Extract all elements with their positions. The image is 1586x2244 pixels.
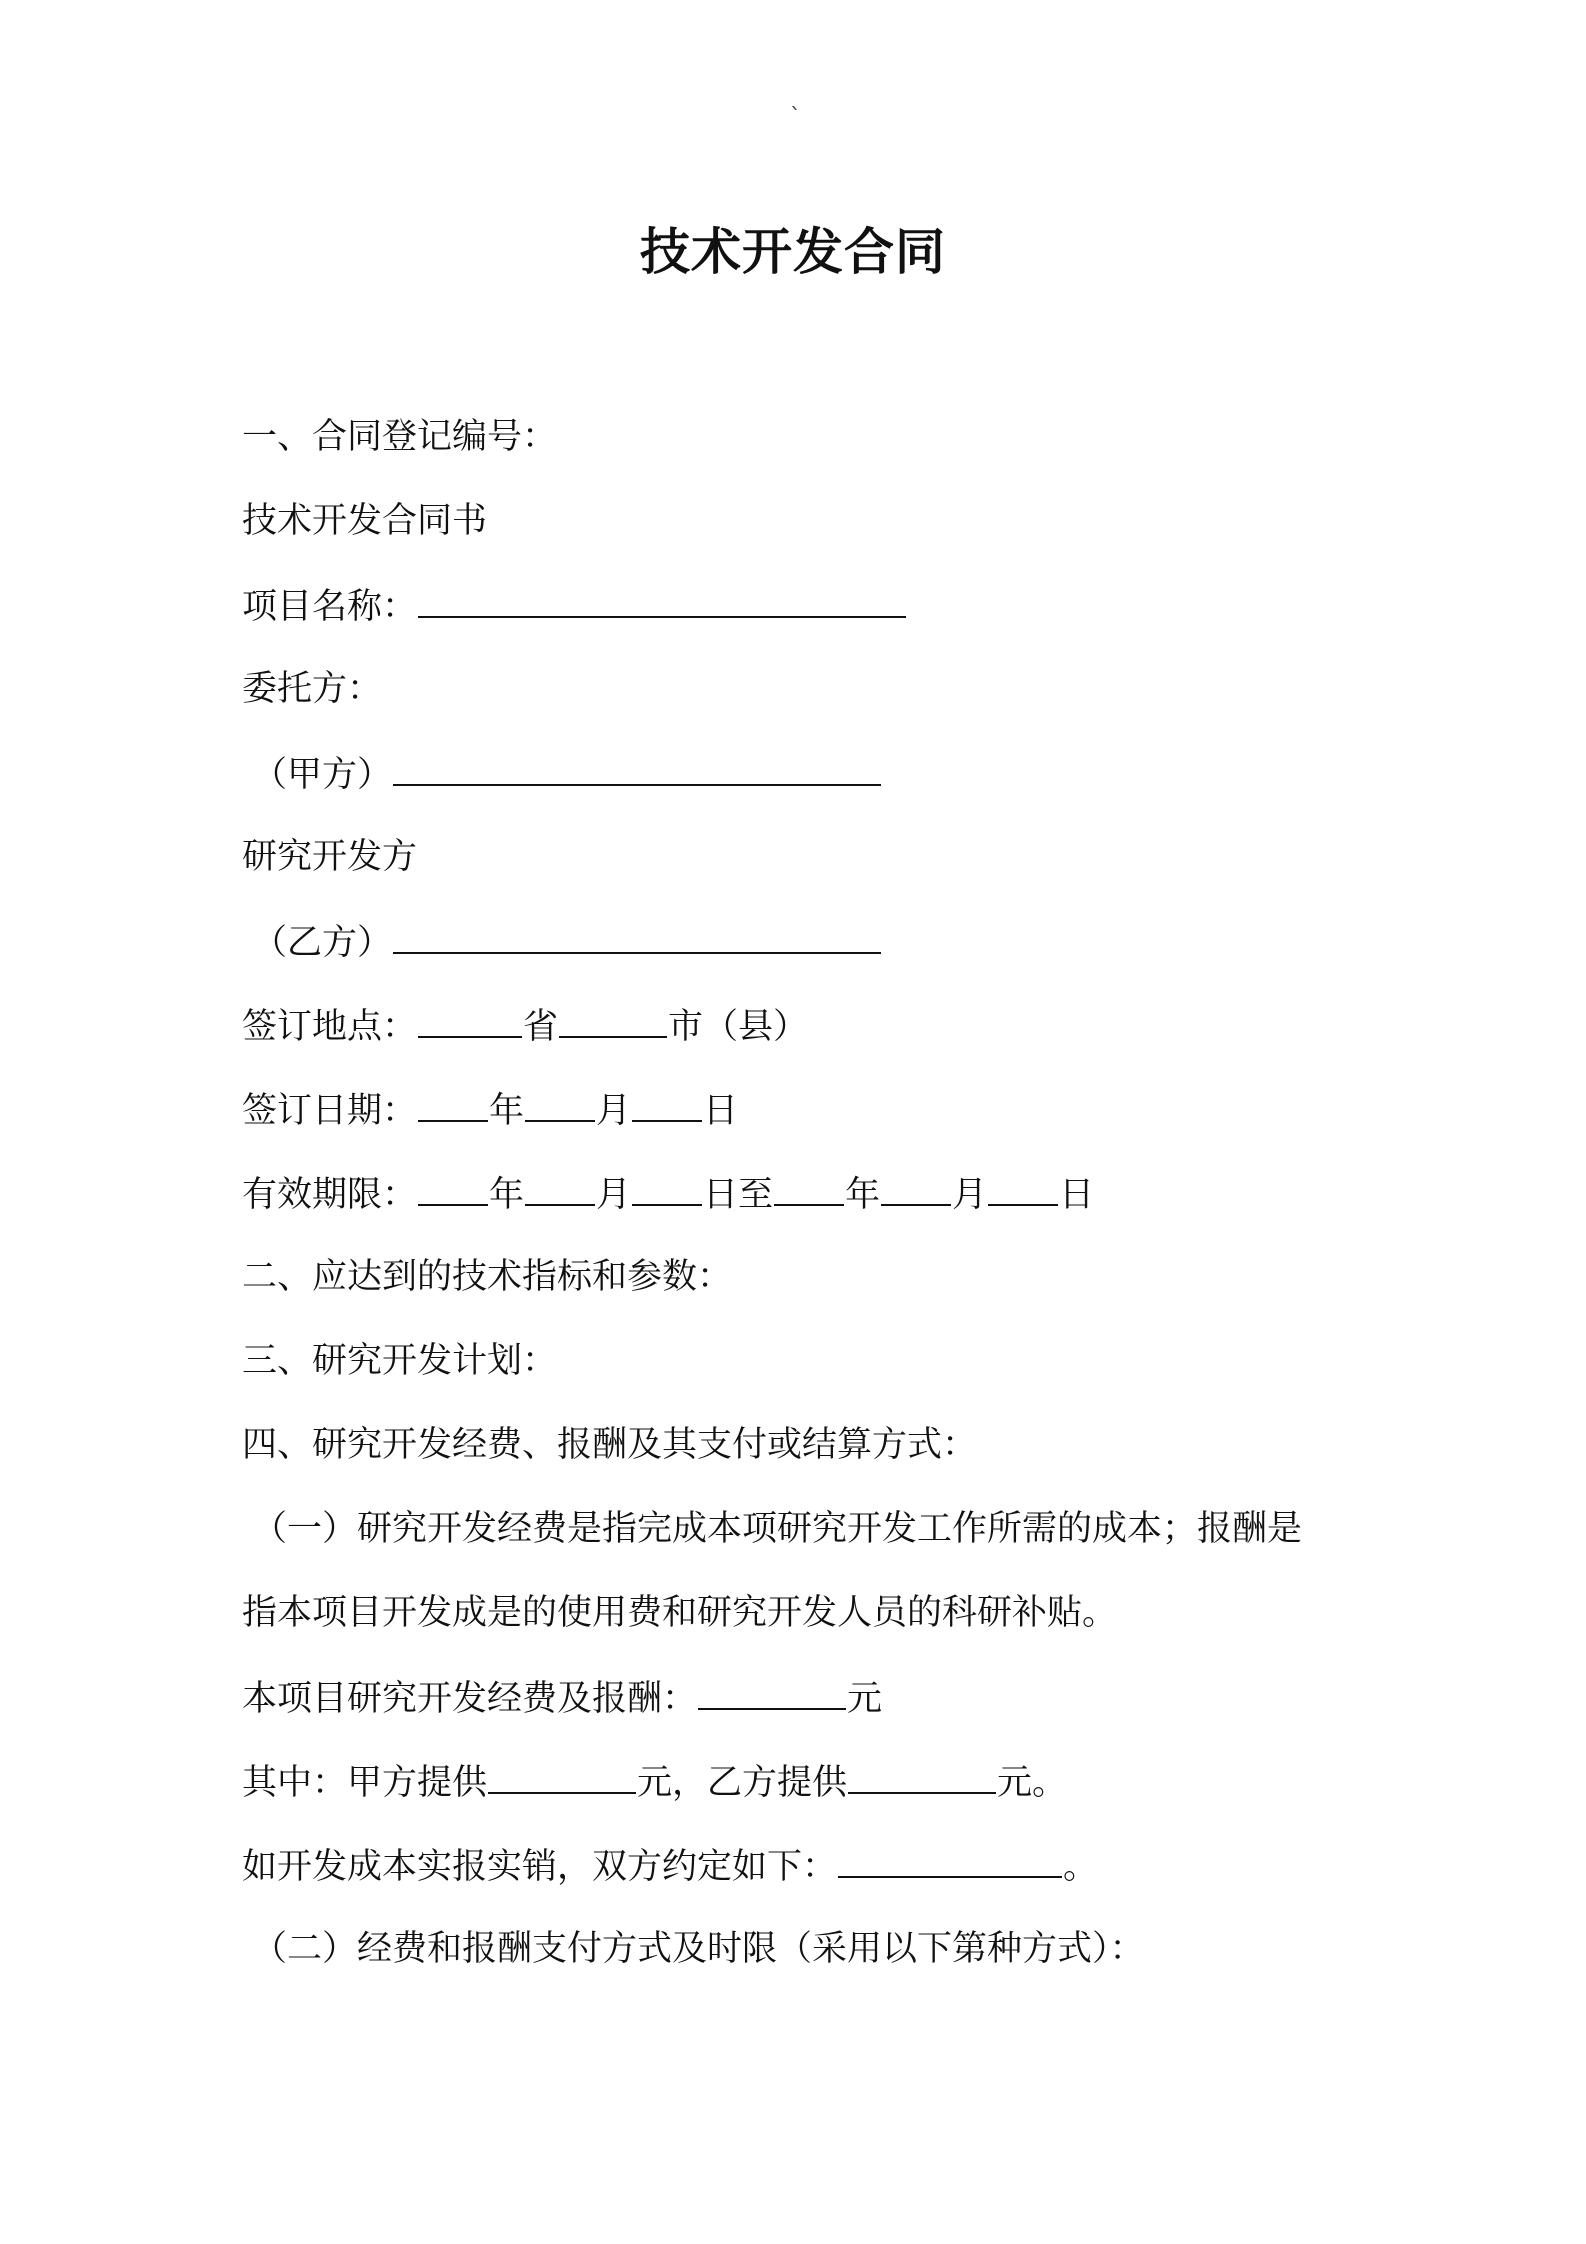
actual-cost-line: 如开发成本实报实销，双方约定如下： 。 — [242, 1840, 1098, 1892]
end-year-blank[interactable] — [774, 1168, 844, 1206]
total-funding-blank[interactable] — [698, 1672, 846, 1710]
start-month-blank[interactable] — [525, 1168, 595, 1206]
funding-paragraph-line-2: 指本项目开发成是的使用费和研究开发人员的科研补贴。 — [242, 1593, 1118, 1633]
validity-line: 有效期限： 年 月 日至 年 月 日 — [242, 1168, 1094, 1220]
section-contract-number: 一、合同登记编号： — [242, 417, 558, 457]
project-name-line — [242, 580, 907, 632]
province-blank[interactable] — [418, 1000, 522, 1038]
section-development-plan: 三、研究开发计划： — [242, 1341, 558, 1381]
sign-month-blank[interactable] — [525, 1084, 595, 1122]
end-month-blank[interactable] — [881, 1168, 951, 1206]
project-name-blank[interactable] — [418, 580, 906, 618]
signing-date-line: 签订日期： 年 月 日 — [242, 1084, 738, 1136]
party-a-blank[interactable] — [393, 748, 881, 786]
end-day-blank[interactable] — [988, 1168, 1058, 1206]
party-b-amount-blank[interactable] — [848, 1756, 996, 1794]
client-label: 委托方： — [242, 669, 383, 709]
funding-split-line: 其中：甲方提供 元，乙方提供 元。 — [242, 1756, 1067, 1808]
city-blank[interactable] — [559, 1000, 667, 1038]
developer-label: 研究开发方 — [242, 837, 418, 877]
section-funding: 四、研究开发经费、报酬及其支付或结算方式： — [242, 1425, 978, 1465]
party-b-blank[interactable] — [393, 916, 881, 954]
stray-mark: ` — [790, 105, 801, 130]
party-a-line — [252, 748, 882, 800]
signing-place-line: 签订地点： 省 市（县） — [242, 1000, 808, 1052]
sign-day-blank[interactable] — [632, 1084, 702, 1122]
actual-cost-blank[interactable] — [838, 1840, 1062, 1878]
project-name-label: 项目名称： — [242, 587, 418, 627]
contract-book-label: 技术开发合同书 — [242, 501, 488, 541]
section-technical-indicators: 二、应达到的技术指标和参数： — [242, 1257, 733, 1297]
party-a-amount-blank[interactable] — [488, 1756, 636, 1794]
funding-paragraph-line-1: （一）研究开发经费是指完成本项研究开发工作所需的成本；报酬是 — [252, 1509, 1303, 1549]
total-funding-line: 本项目研究开发经费及报酬： 元 — [242, 1672, 882, 1724]
sign-year-blank[interactable] — [418, 1084, 488, 1122]
party-b-label: （乙方） — [252, 923, 393, 963]
payment-method-line: （二）经费和报酬支付方式及时限（采用以下第种方式）： — [252, 1929, 1145, 1969]
party-b-line — [252, 916, 882, 968]
document-title: 技术开发合同 — [640, 223, 946, 281]
party-a-label: （甲方） — [252, 755, 393, 795]
start-year-blank[interactable] — [418, 1168, 488, 1206]
start-day-blank[interactable] — [632, 1168, 702, 1206]
